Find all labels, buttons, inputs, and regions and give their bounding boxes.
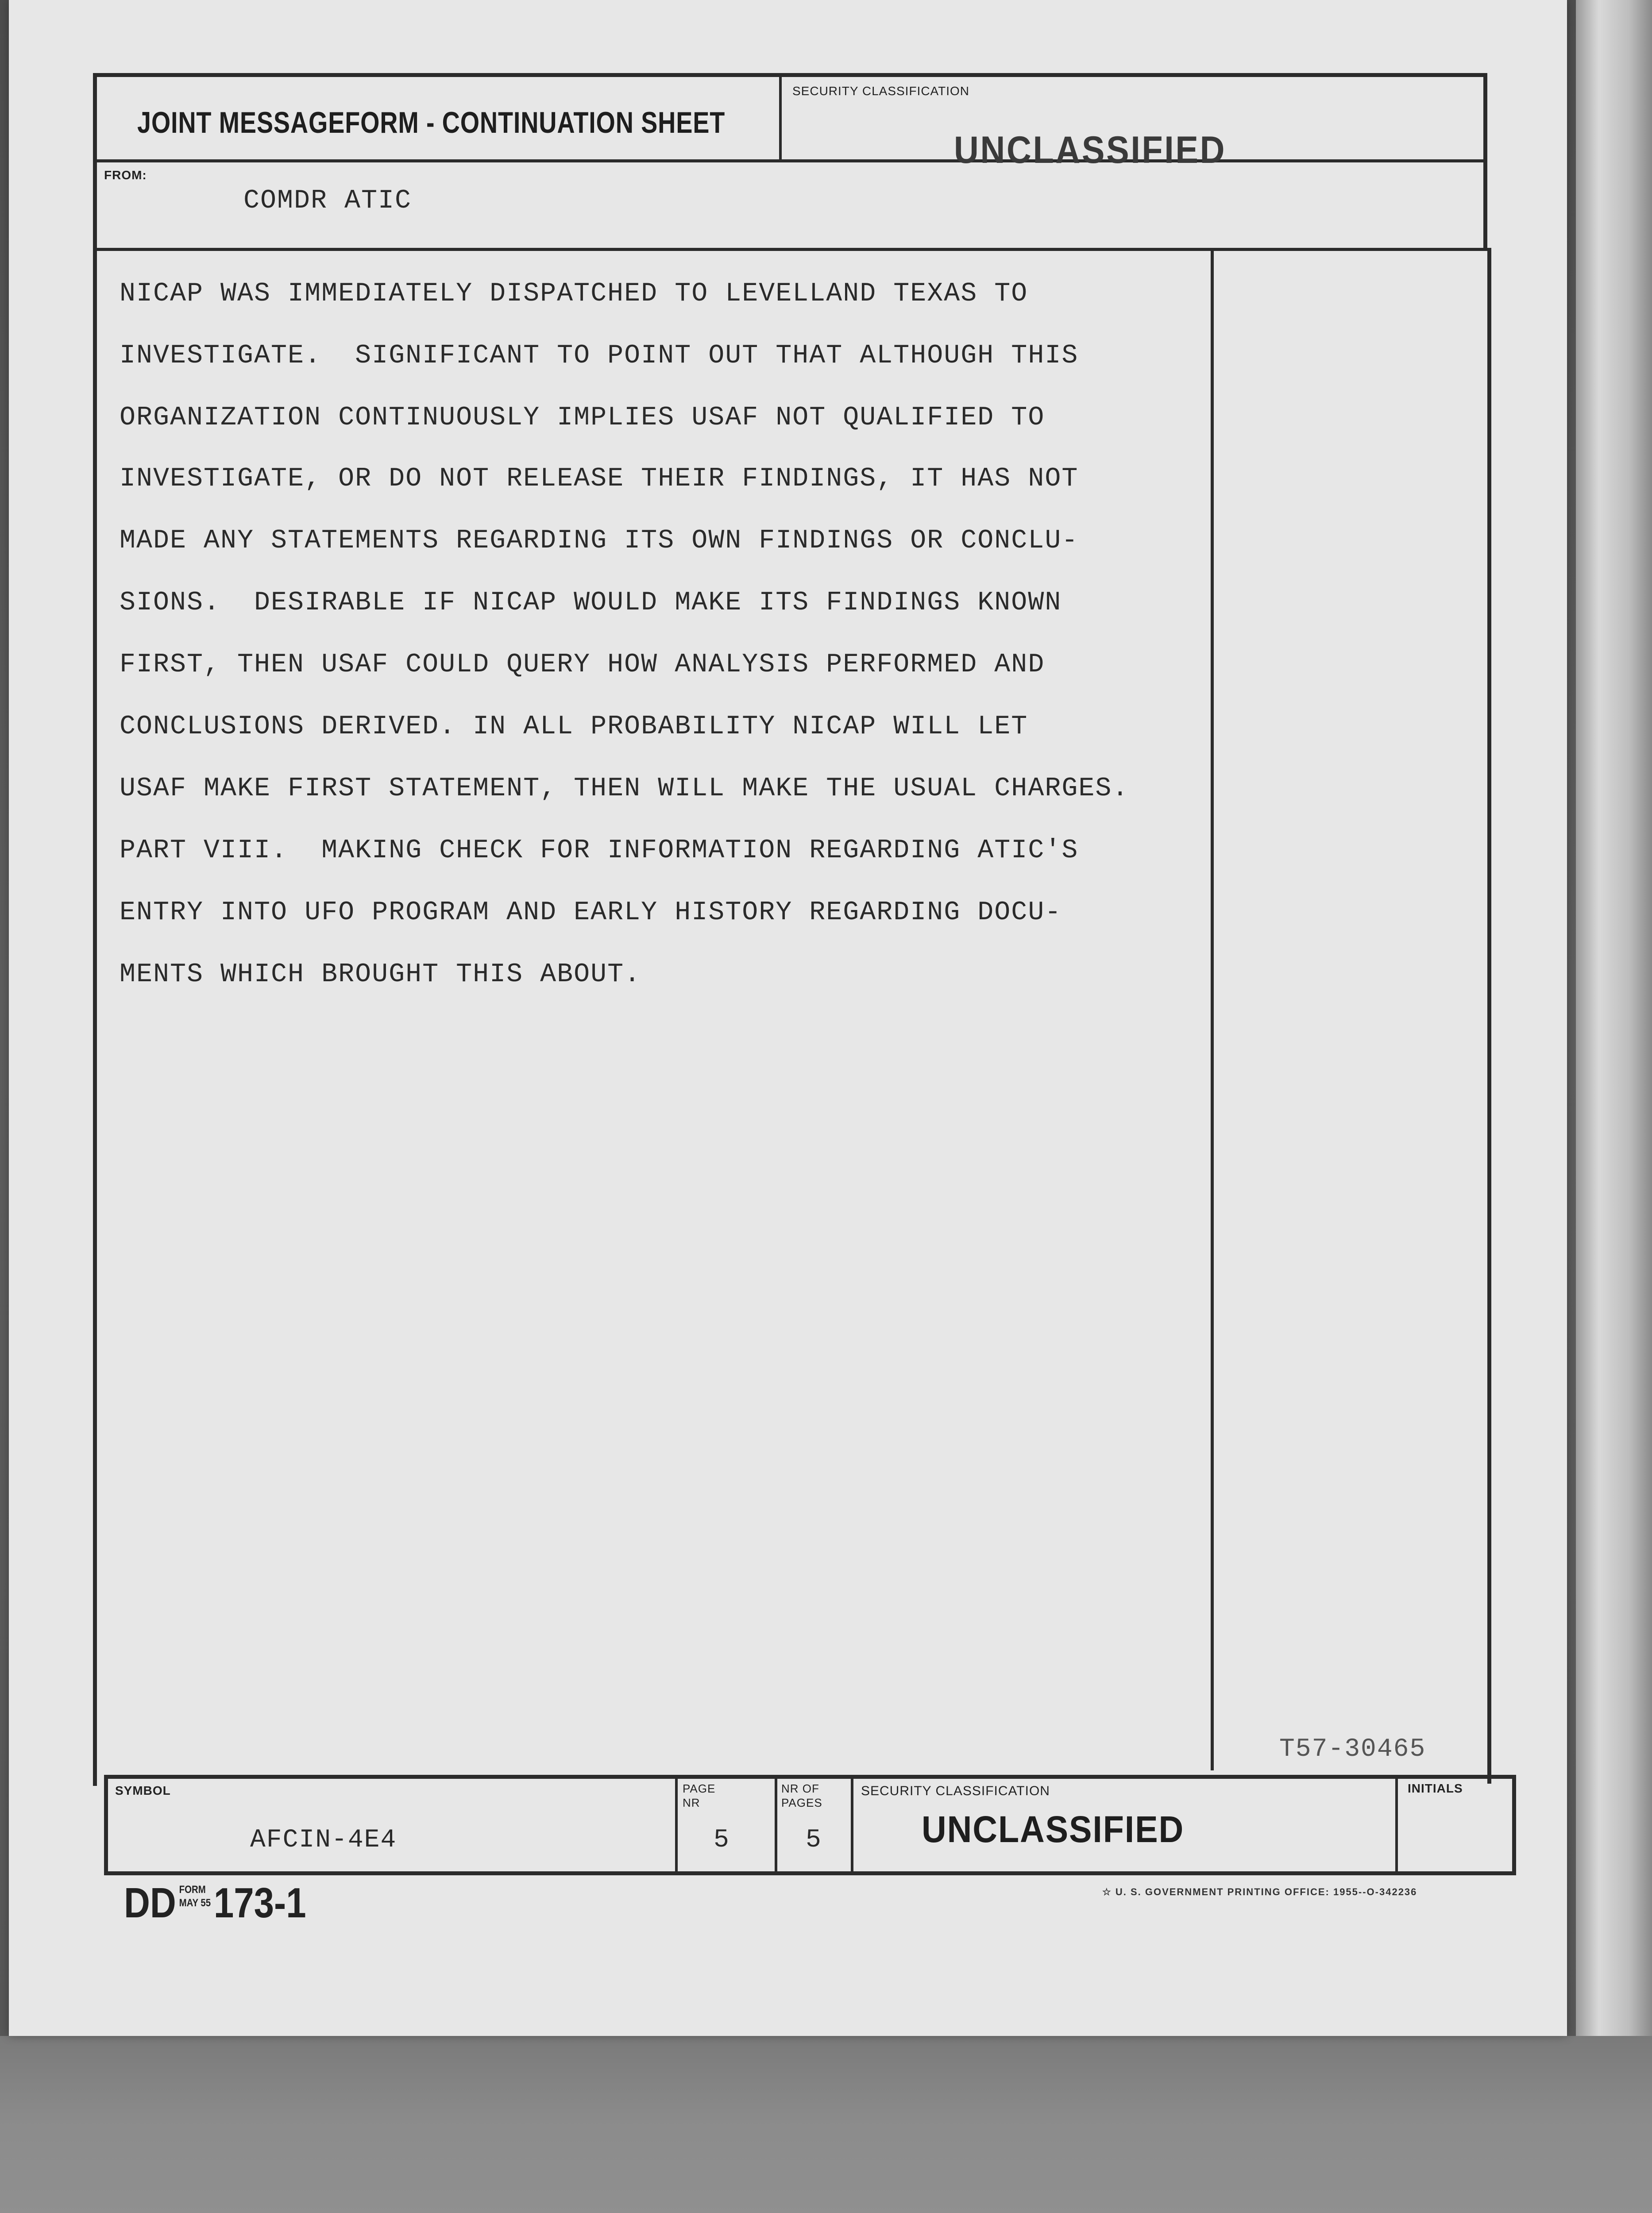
footer-left-border [104, 1775, 108, 1875]
footer-div-4 [1395, 1775, 1398, 1875]
symbol-label: SYMBOL [115, 1784, 171, 1797]
body-line: ENTRY INTO UFO PROGRAM AND EARLY HISTORY REGARDING DOCU- [120, 898, 1062, 928]
document-number: T57-30465 [1279, 1735, 1426, 1764]
security-classification-label: SECURITY CLASSIFICATION [792, 84, 970, 98]
nr-of-pages-label [781, 1781, 822, 1810]
scanner-edge-strip [1576, 0, 1652, 2054]
body-line: MADE ANY STATEMENTS REGARDING ITS OWN FINDINGS OR CONCLU- [120, 526, 1079, 556]
security-classification-value: UNCLASSIFIED [954, 129, 1227, 171]
page-nr-label [683, 1781, 715, 1810]
from-row-bottom [93, 248, 1487, 251]
from-value: COMDR ATIC [243, 186, 412, 216]
body-line: MENTS WHICH BROUGHT THIS ABOUT. [120, 960, 641, 990]
form-title: JOINT MESSAGEFORM - CONTINUATION SHEET [137, 106, 726, 139]
nr-of-pages-label-line1: NR OF [781, 1782, 819, 1795]
title-security-divider [779, 73, 782, 162]
body-line: FIRST, THEN USAF COULD QUERY HOW ANALYSIS PERFORMED AND [120, 650, 1045, 680]
footer-bottom-border [104, 1871, 1516, 1875]
title-row-bottom [93, 159, 1487, 162]
page-nr-label-line2: NR [683, 1796, 700, 1809]
nr-of-pages-label-line2: PAGES [781, 1796, 822, 1809]
body-line: CONCLUSIONS DERIVED. IN ALL PROBABILITY NICAP WILL LET [120, 712, 1028, 742]
nr-of-pages-value: 5 [806, 1826, 822, 1854]
initials-label: INITIALS [1408, 1781, 1463, 1795]
body-line: INVESTIGATE, OR DO NOT RELEASE THEIR FINDINGS, IT HAS NOT [120, 464, 1079, 494]
body-line: SIONS. DESIRABLE IF NICAP WOULD MAKE ITS FINDINGS KNOWN [120, 588, 1062, 618]
footer-div-2 [775, 1775, 777, 1875]
footer-div-3 [851, 1775, 853, 1875]
form-date-block [179, 1883, 211, 1910]
scan-lower-margin [0, 2036, 1652, 2213]
footer-security-label: SECURITY CLASSIFICATION [861, 1784, 1050, 1798]
form-sheet [9, 0, 1567, 2036]
body-line: INVESTIGATE. SIGNIFICANT TO POINT OUT THAT ALTHOUGH THIS [120, 341, 1079, 371]
footer-top-border [104, 1775, 1516, 1779]
form-date: MAY 55 [179, 1897, 211, 1909]
footer-div-1 [675, 1775, 678, 1875]
page-nr-value: 5 [714, 1826, 730, 1854]
from-label: FROM: [104, 168, 147, 182]
printing-office-line: ☆ U. S. GOVERNMENT PRINTING OFFICE: 1955--O-342236 [1102, 1886, 1417, 1897]
body-line: ORGANIZATION CONTINUOUSLY IMPLIES USAF NOT QUALIFIED TO [120, 403, 1045, 433]
body-line: USAF MAKE FIRST STATEMENT, THEN WILL MAKE THE USUAL CHARGES. [120, 774, 1129, 804]
body-margin-divider [1211, 248, 1214, 1770]
body-line: PART VIII. MAKING CHECK FOR INFORMATION REGARDING ATIC'S [120, 836, 1079, 866]
dd-mark: DD [124, 1879, 176, 1927]
footer-security-value: UNCLASSIFIED [922, 1808, 1185, 1850]
header-top-border [93, 73, 1487, 77]
form-identifier [124, 1879, 306, 1928]
header-left-border [93, 73, 97, 1786]
form-word: FORM [179, 1884, 206, 1896]
body-right-border [1487, 248, 1491, 1784]
symbol-value: AFCIN-4E4 [250, 1826, 397, 1854]
page-nr-label-line1: PAGE [683, 1782, 716, 1795]
form-number: 173-1 [213, 1879, 306, 1927]
body-line: NICAP WAS IMMEDIATELY DISPATCHED TO LEVELLAND TEXAS TO [120, 279, 1028, 309]
footer-right-border [1512, 1775, 1516, 1875]
